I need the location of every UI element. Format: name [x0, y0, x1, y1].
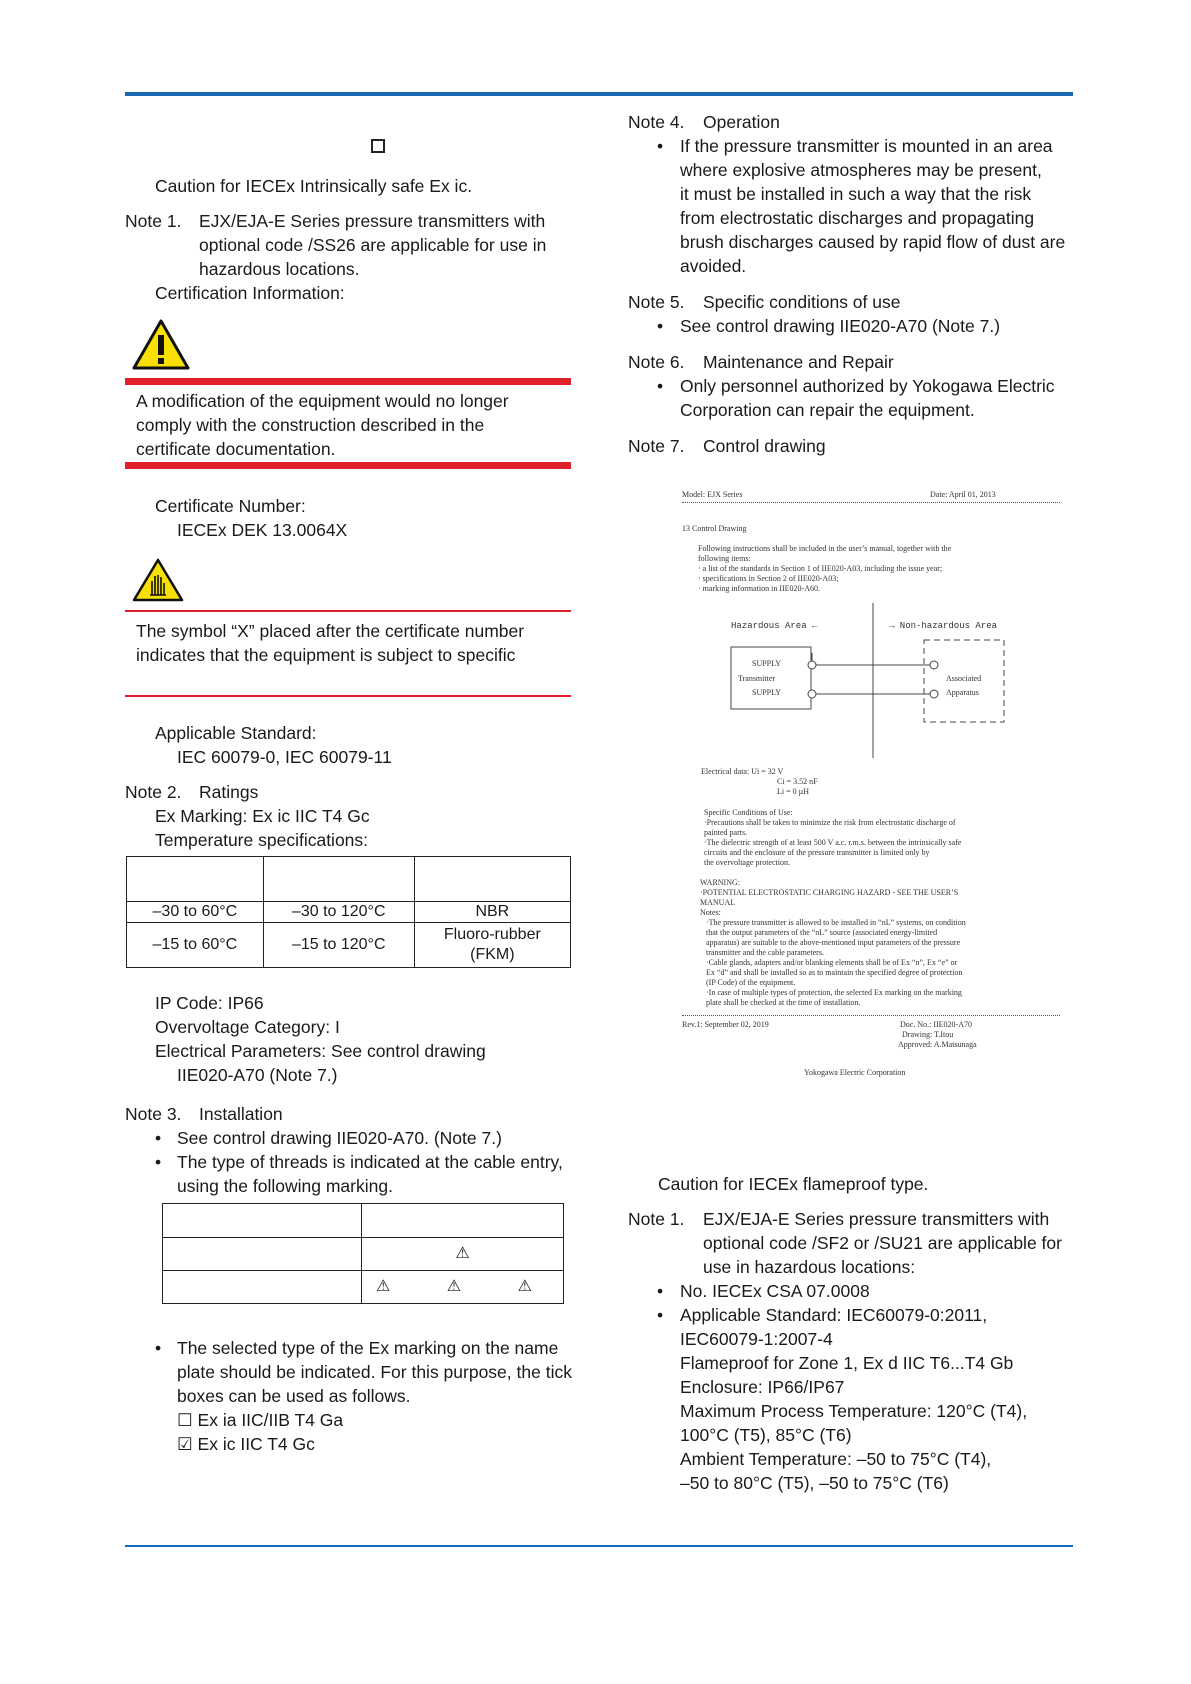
transmitter-label: Transmitter [738, 674, 776, 683]
note4-text: it must be installed in such a way that the risk [680, 184, 1032, 204]
electrical-data: Li = 0 µH [777, 787, 810, 796]
warning-triangle-icon [131, 318, 191, 371]
drawing-text: that the output parameters of the “nL” source (associated energy-limited [706, 928, 938, 937]
bullet-icon: • [155, 1128, 162, 1148]
note6-title: Maintenance and Repair [703, 352, 894, 372]
note4-text: from electrostatic discharges and propagating [680, 208, 1035, 228]
bottom-rule [125, 1545, 1073, 1547]
note1-line: EJX/EJA-E Series pressure transmitters with [199, 211, 546, 231]
fp-bullet-line: Enclosure: IP66/IP67 [680, 1377, 845, 1397]
fp-bullet-line: IEC60079-1:2007-4 [680, 1329, 833, 1349]
drawing-text: transmitter and the cable parameters. [706, 948, 824, 957]
table-cell: –15 to 60°C [127, 923, 264, 968]
cert-number-label: Certificate Number: [155, 496, 306, 516]
warning-small-icon: ⚠ [455, 1245, 470, 1262]
temperature-table [126, 856, 571, 968]
drawing-text: ·Precautions shall be taken to minimize the risk from electrostatic discharge of [704, 818, 956, 827]
drawing-date: Date: April 01, 2013 [930, 490, 996, 499]
top-rule [125, 92, 1073, 96]
note1-line: hazardous locations. [199, 259, 360, 279]
drawing-text: apparatus) are suitable to the above-mentioned input parameters of the pressure [706, 938, 961, 947]
selected-bullet: boxes can be used as follows. [177, 1386, 411, 1406]
note4-text: If the pressure transmitter is mounted in an area [680, 136, 1053, 156]
note4-label: Note 4. [628, 112, 685, 132]
caution-hand-icon [131, 557, 185, 603]
note4-text: brush discharges caused by rapid flow of dust are [680, 232, 1066, 252]
drawing-text: Specific Conditions of Use: [704, 808, 793, 817]
caution-text: The symbol “X” placed after the certificate number [136, 621, 525, 641]
fp-bullet-line: Flameproof for Zone 1, Ex d IIC T6...T4 Gb [680, 1353, 1014, 1373]
drawing-rev: Rev.1: September 02, 2019 [682, 1020, 769, 1029]
install-bullet-cont: using the following marking. [177, 1176, 393, 1196]
drawing-text: plate shall be checked at the time of installation. [706, 998, 861, 1007]
drawing-text: WARNING: [700, 878, 740, 887]
caution-text: indicates that the equipment is subject to specific [136, 645, 516, 665]
note1-line: optional code /SS26 are applicable for use in [199, 235, 547, 255]
fp-bullet: No. IECEx CSA 07.0008 [680, 1281, 870, 1301]
bullet-icon: • [657, 316, 664, 336]
note5-label: Note 5. [628, 292, 685, 312]
note7-label: Note 7. [628, 436, 685, 456]
drawing-footer-rule [682, 1015, 1060, 1016]
checkbox-icon [371, 139, 385, 153]
table-cell: –30 to 60°C [127, 902, 264, 923]
fp-note1-line: use in hazardous locations: [703, 1257, 916, 1277]
note5-text: See control drawing IIE020-A70 (Note 7.) [680, 316, 1001, 336]
electrical-data: Electrical data: Ui = 32 V [701, 767, 784, 776]
drawing-text: · a list of the standards in Section 1 of IIE020-A03, including the issue year; [698, 564, 943, 573]
drawing-text: following items: [698, 554, 751, 563]
drawing-text: · marking information in IIE020-A60. [698, 584, 820, 593]
fp-bullet-line: Ambient Temperature: –50 to 75°C (T4), [680, 1449, 992, 1469]
note4-title: Operation [703, 112, 780, 132]
note4-text: where explosive atmospheres may be present, [680, 160, 1042, 180]
fp-bullet-line: –50 to 80°C (T5), –50 to 75°C (T6) [680, 1473, 949, 1493]
selected-bullet: plate should be indicated. For this purpose, the tick [177, 1362, 572, 1382]
table-row [127, 923, 571, 968]
drawing-drawn-by: Drawing: T.Itou [902, 1030, 954, 1039]
drawing-text: MANUAL [700, 898, 736, 907]
control-drawing [668, 485, 1068, 1090]
drawing-company: Yokogawa Electric Corporation [804, 1068, 906, 1077]
warning-bar-bottom [125, 462, 571, 469]
note2-label: Note 2. [125, 782, 182, 802]
hazardous-area-label: Hazardous Area ← [731, 621, 818, 631]
drawing-text: Ex “d” and shall be installed so as to maintain the specified degree of protection [706, 968, 963, 977]
table-row [163, 1238, 564, 1271]
note5-title: Specific conditions of use [703, 292, 901, 312]
warning-text: certificate documentation. [136, 439, 336, 459]
table-row [127, 902, 571, 923]
install-bullet: See control drawing IIE020-A70. (Note 7.) [177, 1128, 502, 1148]
warning-text: A modification of the equipment would no longer [136, 391, 509, 411]
note6-text: Corporation can repair the equipment. [680, 400, 975, 420]
install-bullet: The type of threads is indicated at the cable entry, [177, 1152, 563, 1172]
note3-label: Note 3. [125, 1104, 182, 1124]
drawing-section: 13 Control Drawing [682, 524, 747, 533]
caution-bar-top [125, 610, 571, 612]
drawing-text: ·In case of multiple types of protection, the selected Ex marking on the marking [706, 988, 962, 997]
warning-text: comply with the construction described in the [136, 415, 485, 435]
warning-small-icon: ⚠ [517, 1278, 532, 1295]
drawing-text: ·Cable glands, adapters and/or blanking elements shall be of Ex “n”, Ex “e” or [706, 958, 958, 967]
drawing-text: the overvoltage protection. [704, 858, 790, 867]
note6-text: Only personnel authorized by Yokogawa Electric [680, 376, 1055, 396]
cert-number: IECEx DEK 13.0064X [177, 520, 348, 540]
circuit-diagram [668, 603, 1068, 763]
cert-info-label: Certification Information: [155, 283, 345, 303]
bullet-icon: • [155, 1338, 162, 1358]
note4-text: avoided. [680, 256, 747, 276]
caution-heading: Caution for IECEx Intrinsically safe Ex ic. [155, 176, 473, 196]
table-header-row [127, 857, 571, 902]
tick-option-ia: ☐ Ex ia IIC/IIB T4 Ga [177, 1410, 344, 1430]
supply-label: SUPPLY [752, 659, 781, 668]
ex-marking: Ex Marking: Ex ic IIC T4 Gc [155, 806, 370, 826]
table-cell: –30 to 120°C [263, 902, 414, 923]
drawing-text: · specifications in Section 2 of IIE020-A03; [698, 574, 839, 583]
fp-note1-line: optional code /SF2 or /SU21 are applicable for [703, 1233, 1062, 1253]
supply-label: SUPPLY [752, 688, 781, 697]
selected-bullet: The selected type of the Ex marking on the name [177, 1338, 559, 1358]
drawing-text: circuits and the enclosure of the pressure transmitter is limited only by [704, 848, 930, 857]
warning-small-icon: ⚠ [376, 1278, 391, 1295]
applicable-standard: IEC 60079-0, IEC 60079-11 [177, 747, 392, 767]
warning-bar-top [125, 378, 571, 385]
caution-flameproof-heading: Caution for IECEx flameproof type. [658, 1174, 929, 1194]
nonhazardous-area-label: → Non-hazardous Area [889, 621, 998, 631]
drawing-model: Model: EJX Series [682, 490, 743, 499]
note7-title: Control drawing [703, 436, 826, 456]
fp-bullet-line: Maximum Process Temperature: 120°C (T4), [680, 1401, 1028, 1421]
drawing-header-rule [682, 502, 1060, 503]
note6-label: Note 6. [628, 352, 685, 372]
table-row [163, 1204, 564, 1238]
table-cell: Fluoro-rubber (FKM) [414, 923, 570, 968]
table-row [163, 1271, 564, 1304]
table-cell: NBR [414, 902, 570, 923]
note3-title: Installation [199, 1104, 283, 1124]
bullet-icon: • [657, 1281, 664, 1301]
bullet-icon: • [657, 136, 664, 156]
table-cell: –15 to 120°C [263, 923, 414, 968]
thread-marking-table [162, 1203, 564, 1304]
fp-note1-line: EJX/EJA-E Series pressure transmitters with [703, 1209, 1050, 1229]
fp-note1-label: Note 1. [628, 1209, 685, 1229]
fp-bullet: Applicable Standard: IEC60079-0:2011, [680, 1305, 988, 1325]
electrical-parameters-ref: IIE020-A70 (Note 7.) [177, 1065, 338, 1085]
drawing-text: ·POTENTIAL ELECTROSTATIC CHARGING HAZARD - SEE THE USER’S [700, 888, 959, 897]
drawing-text: (IP Code) of the equipment. [706, 978, 796, 987]
apparatus-label: Apparatus [946, 688, 979, 697]
ip-code: IP Code: IP66 [155, 993, 264, 1013]
electrical-data: Ci = 3.52 nF [777, 777, 818, 786]
drawing-text: painted parts. [704, 828, 748, 837]
note1-label: Note 1. [125, 211, 182, 231]
bullet-icon: • [657, 1305, 664, 1325]
drawing-text: Following instructions shall be included in the user’s manual, together with the [698, 544, 952, 553]
overvoltage-category: Overvoltage Category: I [155, 1017, 340, 1037]
bullet-icon: • [657, 376, 664, 396]
note2-title: Ratings [199, 782, 259, 802]
warning-small-icon: ⚠ [446, 1278, 462, 1295]
electrical-parameters: Electrical Parameters: See control drawing [155, 1041, 486, 1061]
bullet-icon: • [155, 1152, 162, 1172]
associated-label: Associated [946, 674, 982, 683]
tick-option-ic: ☑ Ex ic IIC T4 Gc [177, 1434, 315, 1454]
fp-bullet-line: 100°C (T5), 85°C (T6) [680, 1425, 852, 1445]
drawing-doc-no: Doc. No.: IIE020-A70 [900, 1020, 972, 1029]
drawing-text: Notes: [700, 908, 721, 917]
temp-spec-label: Temperature specifications: [155, 830, 369, 850]
drawing-text: ·The dielectric strength of at least 500 V a.c. r.m.s. between the intrinsically safe [704, 838, 962, 847]
drawing-approved: Approved: A.Matsunaga [898, 1040, 977, 1049]
caution-bar-bottom [125, 695, 571, 697]
drawing-text: ·The pressure transmitter is allowed to be installed in “nL” systems, on condition [706, 918, 966, 927]
applicable-standard-label: Applicable Standard: [155, 723, 317, 743]
